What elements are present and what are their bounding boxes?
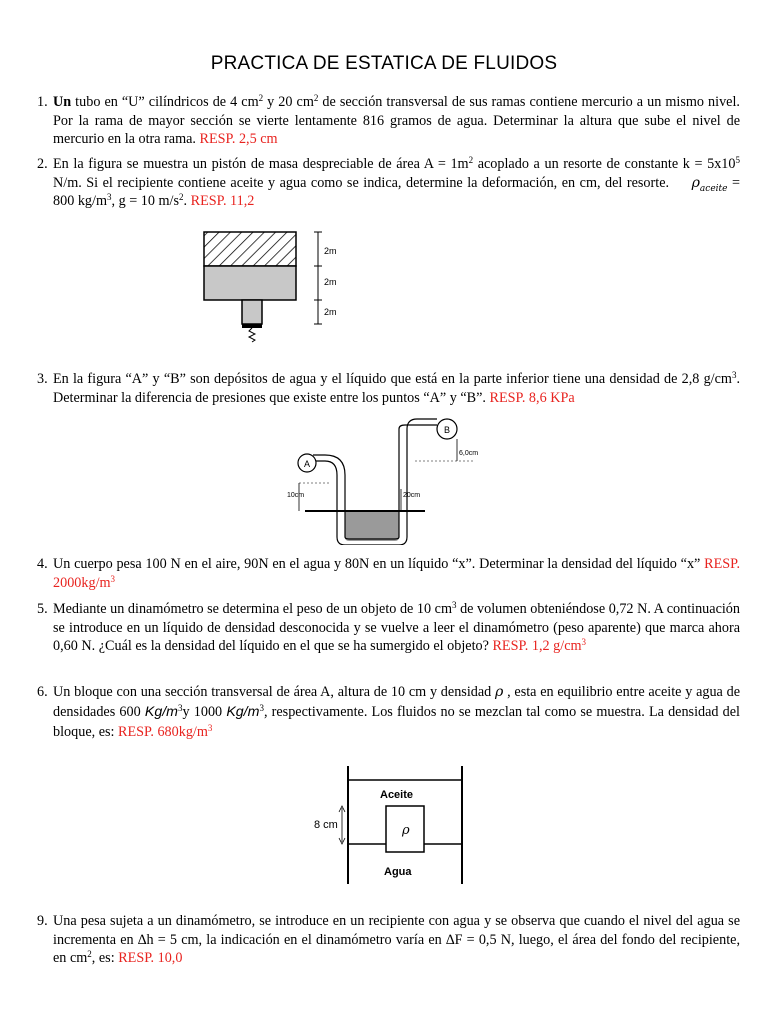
superscript: 3 [731, 370, 737, 380]
problem-5 [37, 600, 740, 656]
problem-4 [37, 555, 740, 592]
problem-text: . Determinar la diferencia de presiones que existe entre los puntos “A” y “B”. [53, 371, 740, 406]
problem-text: y 20 cm [263, 94, 314, 110]
problem-1 [37, 93, 740, 149]
spring-plate [242, 324, 262, 328]
water-label: Agua [384, 866, 412, 878]
page-title: PRACTICA DE ESTATICA DE FLUIDOS [210, 53, 558, 74]
u-tube-figure [285, 415, 495, 545]
problem-text: = 800 kg/m [53, 174, 740, 209]
problem-text: , g = 10 m/s [111, 193, 180, 209]
answer-text: RESP. 11,2 [190, 193, 255, 209]
problem-text: , es: [91, 950, 119, 966]
block-rho-label: ρ [402, 823, 410, 838]
superscript: 2 [87, 949, 92, 959]
oil-label: Aceite [380, 789, 414, 801]
water-column [242, 300, 262, 324]
dimension-label: 2m [324, 277, 337, 287]
rho-subscript: aceite [699, 183, 728, 194]
problem-number: 1. [37, 94, 48, 110]
problem-text-lead: Un [53, 94, 72, 110]
answer-text: RESP. 680kg/m [118, 724, 208, 740]
problem-text: Una pesa sujeta a un dinamómetro, se introduce en un recipiente con agua y se observa que cuando el nivel del agua se incrementa en ∆h = 5 cm, la indicación en el dinamómetro varía en ∆F = 0,5 N, luego, el área del fondo del recipiente, en cm [53, 913, 740, 966]
unit-text: Kg/m [144, 704, 178, 720]
problem-text: tubo en “U” cilíndricos de 4 cm [71, 94, 259, 110]
answer-text: RESP. 10,0 [118, 950, 183, 966]
superscript: 3 [581, 637, 587, 647]
rho-symbol: ρ [691, 174, 700, 191]
problem-text: acoplado a un resorte de constante k = 5x10 [473, 156, 736, 172]
dimension-label: 10cm [287, 492, 305, 499]
point-label-a: A [304, 459, 311, 469]
problem-text: Un bloque con una sección transversal de área A, altura de 10 cm y densidad [53, 684, 495, 700]
problem-text: , esta en equilibrio entre aceite y agua de densidades 600 [53, 684, 740, 720]
problem-number: 2. [37, 156, 48, 172]
problem-number: 6. [37, 684, 48, 700]
problem-text: En la figura se muestra un pistón de masa despreciable de área A = 1m [53, 156, 469, 172]
superscript: 2 [258, 93, 264, 103]
unit-text: Kg/m [226, 704, 260, 720]
dense-liquid [345, 511, 399, 541]
superscript: 3 [178, 703, 183, 713]
superscript: 3 [107, 192, 112, 202]
dimension-label: 20cm [403, 492, 421, 499]
answer-text: RESP. 2000kg/m [53, 556, 740, 591]
problem-9 [37, 912, 740, 968]
problem-text: . [183, 193, 191, 209]
superscript: 3 [207, 723, 213, 733]
answer-text: RESP. 1,2 g/cm [492, 638, 582, 654]
superscript: 2 [313, 93, 319, 103]
dimension-label: 2m [324, 307, 337, 317]
problem-3 [37, 370, 740, 407]
rho-symbol: ρ [495, 684, 504, 700]
point-label-b: B [444, 425, 451, 435]
superscript: 2 [468, 155, 474, 165]
problem-number: 4. [37, 556, 48, 572]
superscript: 5 [735, 155, 740, 165]
oil-layer [204, 266, 296, 300]
problem-text: N/m. Si el recipiente contiene aceite y agua como se indica, determine la deformación, en cm, del resorte. [53, 174, 670, 191]
superscript: 3 [452, 600, 457, 610]
piston-figure [200, 228, 360, 348]
answer-text: RESP. 2,5 cm [199, 131, 278, 147]
problem-text: , respectivamente. Los fluidos no se mezclan tal como se muestra. La densidad del bloque, es: [53, 704, 741, 740]
superscript: 3 [259, 703, 264, 713]
dimension-label: 6,0cm [459, 450, 479, 457]
problem-text: de sección transversal de sus ramas contiene mercurio a un mismo nivel. Por la rama de mayor sección se vierte lentamente 816 gramos de agua. Determinar la altura que sube el nivel de mercurio en la otra rama. [53, 94, 740, 147]
problem-text: En la figura “A” y “B” son depósitos de agua y el líquido que está en la parte inferior tiene una densidad de 2,8 g/cm [53, 371, 732, 387]
spring-icon [249, 328, 255, 342]
height-label: 8 cm [314, 819, 338, 831]
superscript: 3 [110, 573, 116, 584]
problem-number: 9. [37, 913, 48, 929]
dimension-label: 2m [324, 246, 337, 256]
problem-text: Un cuerpo pesa 100 N en el aire, 90N en el agua y 80N en un líquido “x”. Determinar la densidad del líquido “x” [53, 556, 705, 572]
problem-text: de volumen obteniéndose 0,72 N. A continuación se introduce en un líquido de densidad desconocida y se vuelve a leer el dinamómetro (peso aparente) que marca ahora 0,60 N. ¿Cuál es la densidad del líquido en el que se ha sumergido el objeto? [53, 601, 740, 654]
problem-text: Mediante un dinamómetro se determina el peso de un objeto de 10 cm [53, 601, 453, 617]
piston-hatched [204, 232, 296, 266]
problem-number: 5. [37, 601, 48, 617]
floating-block-figure [300, 760, 480, 890]
problem-number: 3. [37, 371, 48, 387]
problem-2 [37, 155, 740, 211]
answer-text: RESP. 8,6 KPa [489, 389, 575, 406]
problem-text: y 1000 [182, 704, 227, 720]
superscript: 2 [179, 192, 184, 202]
problem-6 [37, 682, 740, 742]
